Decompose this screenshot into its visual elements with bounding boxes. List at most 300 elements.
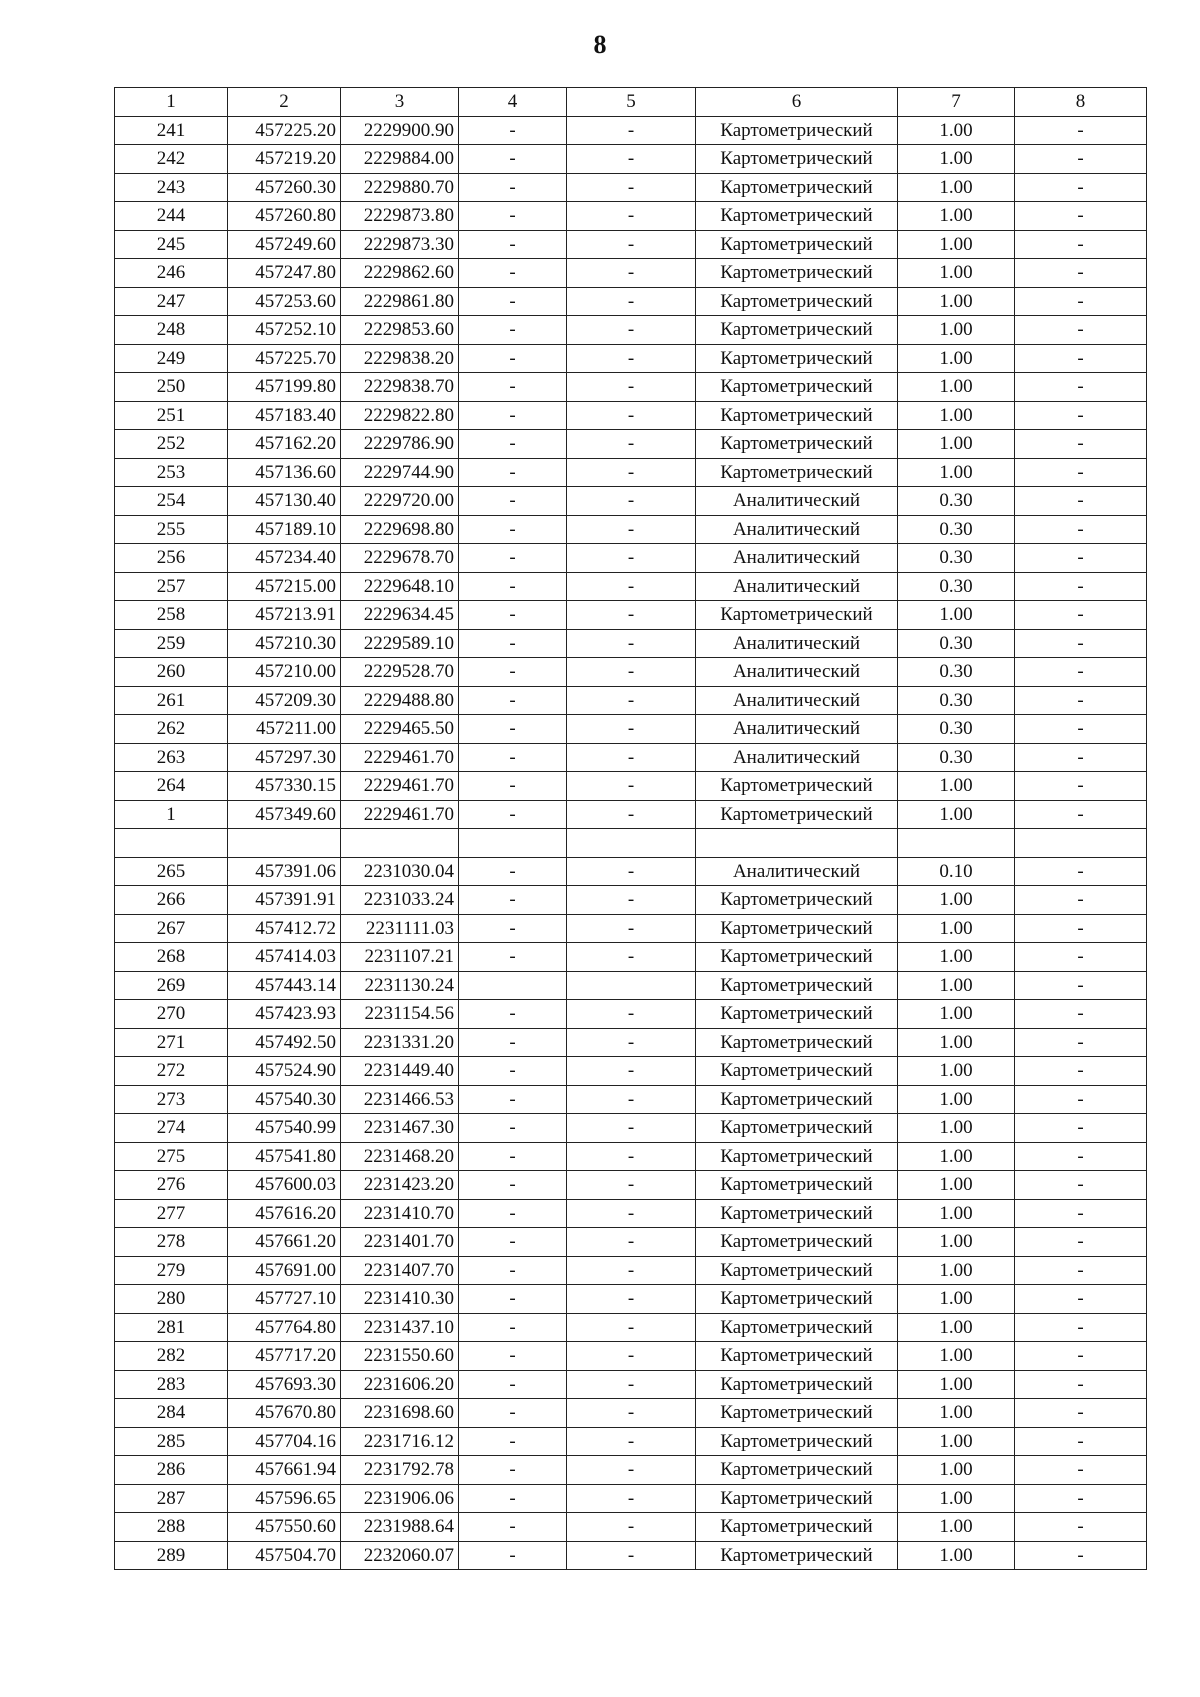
method-cell: Картометрический: [696, 1427, 898, 1456]
col4-cell: -: [459, 886, 567, 915]
method-cell: Аналитический: [696, 686, 898, 715]
table-row: [115, 800, 1147, 829]
column-header: 3: [341, 88, 459, 117]
point-number-cell: 268: [115, 943, 228, 972]
y-coordinate-cell: 2231467.30: [341, 1114, 459, 1143]
method-cell: Картометрический: [696, 1199, 898, 1228]
table-row: [115, 1028, 1147, 1057]
y-coordinate-cell: 2231107.21: [341, 943, 459, 972]
method-cell: Картометрический: [696, 145, 898, 174]
col4-cell: -: [459, 202, 567, 231]
x-coordinate-cell: 457209.30: [228, 686, 341, 715]
method-cell: Картометрический: [696, 1114, 898, 1143]
y-coordinate-cell: 2231988.64: [341, 1513, 459, 1542]
table-row: [115, 544, 1147, 573]
col8-cell: -: [1015, 1199, 1147, 1228]
x-coordinate-cell: 457349.60: [228, 800, 341, 829]
x-coordinate-cell: 457540.30: [228, 1085, 341, 1114]
table-row: [115, 1513, 1147, 1542]
method-cell: Аналитический: [696, 857, 898, 886]
x-coordinate-cell: 457330.15: [228, 772, 341, 801]
table-row: [115, 1484, 1147, 1513]
col5-cell: -: [567, 287, 696, 316]
col4-cell: -: [459, 1256, 567, 1285]
table-row: [115, 1342, 1147, 1371]
point-number-cell: 250: [115, 373, 228, 402]
col5-cell: -: [567, 544, 696, 573]
point-number-cell: 286: [115, 1456, 228, 1485]
accuracy-cell: 0.30: [898, 515, 1015, 544]
table-row: [115, 829, 1147, 858]
accuracy-cell: 1.00: [898, 1142, 1015, 1171]
col8-cell: -: [1015, 715, 1147, 744]
table-row: [115, 914, 1147, 943]
y-coordinate-cell: 2229838.70: [341, 373, 459, 402]
point-number-cell: 248: [115, 316, 228, 345]
page-number: 8: [593, 30, 607, 59]
col5-cell: -: [567, 1342, 696, 1371]
col8-cell: -: [1015, 1228, 1147, 1257]
col4-cell: -: [459, 629, 567, 658]
point-number-cell: 277: [115, 1199, 228, 1228]
x-coordinate-cell: 457600.03: [228, 1171, 341, 1200]
y-coordinate-cell: 2231550.60: [341, 1342, 459, 1371]
point-number-cell: 270: [115, 1000, 228, 1029]
accuracy-cell: 1.00: [898, 230, 1015, 259]
col5-cell: -: [567, 373, 696, 402]
col5-cell: -: [567, 1114, 696, 1143]
y-coordinate-cell: 2229528.70: [341, 658, 459, 687]
col5-cell: -: [567, 1256, 696, 1285]
col4-cell: -: [459, 772, 567, 801]
accuracy-cell: 1.00: [898, 1484, 1015, 1513]
y-coordinate-cell: 2231906.06: [341, 1484, 459, 1513]
col5-cell: -: [567, 116, 696, 145]
y-coordinate-cell: 2231030.04: [341, 857, 459, 886]
col5-cell: -: [567, 487, 696, 516]
table-row: [115, 430, 1147, 459]
point-number-cell: 263: [115, 743, 228, 772]
x-coordinate-cell: 457391.06: [228, 857, 341, 886]
point-number-cell: 266: [115, 886, 228, 915]
col8-cell: -: [1015, 1285, 1147, 1314]
x-coordinate-cell: 457225.20: [228, 116, 341, 145]
col8-cell: -: [1015, 316, 1147, 345]
col4-cell: -: [459, 1541, 567, 1570]
point-number-cell: 1: [115, 800, 228, 829]
method-cell: Картометрический: [696, 1028, 898, 1057]
accuracy-cell: 0.30: [898, 629, 1015, 658]
method-cell: Аналитический: [696, 544, 898, 573]
x-coordinate-cell: 457215.00: [228, 572, 341, 601]
col8-cell: -: [1015, 287, 1147, 316]
method-cell: Картометрический: [696, 1399, 898, 1428]
col4-cell: -: [459, 515, 567, 544]
col8-cell: -: [1015, 743, 1147, 772]
y-coordinate-cell: 2229861.80: [341, 287, 459, 316]
point-number-cell: 247: [115, 287, 228, 316]
x-coordinate-cell: 457391.91: [228, 886, 341, 915]
col4-cell: -: [459, 601, 567, 630]
col8-cell: -: [1015, 686, 1147, 715]
method-cell: Картометрический: [696, 116, 898, 145]
y-coordinate-cell: 2231437.10: [341, 1313, 459, 1342]
method-cell: Картометрический: [696, 601, 898, 630]
accuracy-cell: 0.30: [898, 715, 1015, 744]
col4-cell: -: [459, 857, 567, 886]
col5-cell: -: [567, 1085, 696, 1114]
table-row: [115, 1057, 1147, 1086]
accuracy-cell: 1.00: [898, 601, 1015, 630]
x-coordinate-cell: 457234.40: [228, 544, 341, 573]
y-coordinate-cell: 2229900.90: [341, 116, 459, 145]
table-row: [115, 1285, 1147, 1314]
y-coordinate-cell: 2229461.70: [341, 800, 459, 829]
coordinates-table: [114, 87, 1147, 1570]
col4-cell: -: [459, 401, 567, 430]
col5-cell: -: [567, 1427, 696, 1456]
method-cell: Картометрический: [696, 287, 898, 316]
y-coordinate-cell: 2232060.07: [341, 1541, 459, 1570]
col8-cell: -: [1015, 1085, 1147, 1114]
method-cell: Картометрический: [696, 259, 898, 288]
column-header: 5: [567, 88, 696, 117]
col5-cell: -: [567, 914, 696, 943]
accuracy-cell: 0.30: [898, 658, 1015, 687]
col5-cell: -: [567, 715, 696, 744]
col4-cell: -: [459, 943, 567, 972]
x-coordinate-cell: 457717.20: [228, 1342, 341, 1371]
method-cell: Картометрический: [696, 173, 898, 202]
point-number-cell: 285: [115, 1427, 228, 1456]
method-cell: Аналитический: [696, 743, 898, 772]
col4-cell: -: [459, 430, 567, 459]
table-row: [115, 1313, 1147, 1342]
point-number-cell: 262: [115, 715, 228, 744]
col4-cell: -: [459, 1057, 567, 1086]
table-row: [115, 943, 1147, 972]
accuracy-cell: 1.00: [898, 1370, 1015, 1399]
col5-cell: -: [567, 629, 696, 658]
accuracy-cell: 0.30: [898, 686, 1015, 715]
table-row: [115, 857, 1147, 886]
accuracy-cell: 1.00: [898, 1057, 1015, 1086]
column-header: 8: [1015, 88, 1147, 117]
col4-cell: -: [459, 715, 567, 744]
y-coordinate-cell: 2229698.80: [341, 515, 459, 544]
y-coordinate-cell: 2231468.20: [341, 1142, 459, 1171]
col4-cell: -: [459, 1142, 567, 1171]
col8-cell: -: [1015, 658, 1147, 687]
col5-cell: -: [567, 458, 696, 487]
y-coordinate-cell: 2231401.70: [341, 1228, 459, 1257]
x-coordinate-cell: 457540.99: [228, 1114, 341, 1143]
x-coordinate-cell: 457691.00: [228, 1256, 341, 1285]
col8-cell: -: [1015, 1142, 1147, 1171]
y-coordinate-cell: 2231606.20: [341, 1370, 459, 1399]
x-coordinate-cell: 457249.60: [228, 230, 341, 259]
table-row: [115, 1199, 1147, 1228]
point-number-cell: 278: [115, 1228, 228, 1257]
col8-cell: -: [1015, 1313, 1147, 1342]
method-cell: Картометрический: [696, 772, 898, 801]
point-number-cell: 255: [115, 515, 228, 544]
x-coordinate-cell: 457213.91: [228, 601, 341, 630]
y-coordinate-cell: 2231716.12: [341, 1427, 459, 1456]
y-coordinate-cell: 2231792.78: [341, 1456, 459, 1485]
x-coordinate-cell: 457210.30: [228, 629, 341, 658]
point-number-cell: 271: [115, 1028, 228, 1057]
col8-cell: -: [1015, 800, 1147, 829]
point-number-cell: 258: [115, 601, 228, 630]
x-coordinate-cell: 457661.20: [228, 1228, 341, 1257]
table-row: [115, 686, 1147, 715]
table-row: [115, 373, 1147, 402]
table-row: [115, 572, 1147, 601]
accuracy-cell: 1.00: [898, 772, 1015, 801]
column-header: 4: [459, 88, 567, 117]
col5-cell: -: [567, 344, 696, 373]
col5-cell: -: [567, 401, 696, 430]
y-coordinate-cell: 2229720.00: [341, 487, 459, 516]
table-header-row: [115, 88, 1147, 117]
accuracy-cell: 1.00: [898, 116, 1015, 145]
x-coordinate-cell: 457183.40: [228, 401, 341, 430]
y-coordinate-cell: 2231449.40: [341, 1057, 459, 1086]
x-coordinate-cell: 457225.70: [228, 344, 341, 373]
col8-cell: -: [1015, 344, 1147, 373]
accuracy-cell: 0.30: [898, 572, 1015, 601]
col8-cell: -: [1015, 1171, 1147, 1200]
table-row: [115, 886, 1147, 915]
x-coordinate-cell: 457260.80: [228, 202, 341, 231]
point-number-cell: 279: [115, 1256, 228, 1285]
table-row: [115, 1000, 1147, 1029]
x-coordinate-cell: 457670.80: [228, 1399, 341, 1428]
accuracy-cell: 1.00: [898, 971, 1015, 1000]
method-cell: Картометрический: [696, 1256, 898, 1285]
accuracy-cell: 1.00: [898, 430, 1015, 459]
accuracy-cell: 1.00: [898, 1228, 1015, 1257]
col5-cell: [567, 829, 696, 858]
y-coordinate-cell: 2231423.20: [341, 1171, 459, 1200]
accuracy-cell: 1.00: [898, 458, 1015, 487]
x-coordinate-cell: 457199.80: [228, 373, 341, 402]
col4-cell: -: [459, 658, 567, 687]
point-number-cell: 259: [115, 629, 228, 658]
col5-cell: -: [567, 686, 696, 715]
column-header: 1: [115, 88, 228, 117]
point-number-cell: 288: [115, 1513, 228, 1542]
col8-cell: -: [1015, 458, 1147, 487]
method-cell: Картометрический: [696, 1313, 898, 1342]
col8-cell: -: [1015, 1513, 1147, 1542]
method-cell: [696, 829, 898, 858]
y-coordinate-cell: 2229589.10: [341, 629, 459, 658]
col8-cell: -: [1015, 373, 1147, 402]
x-coordinate-cell: 457414.03: [228, 943, 341, 972]
accuracy-cell: 1.00: [898, 202, 1015, 231]
table-row: [115, 515, 1147, 544]
column-header: 6: [696, 88, 898, 117]
table-row: [115, 715, 1147, 744]
accuracy-cell: 1.00: [898, 914, 1015, 943]
y-coordinate-cell: 2229786.90: [341, 430, 459, 459]
method-cell: Картометрический: [696, 1057, 898, 1086]
col4-cell: -: [459, 1484, 567, 1513]
col5-cell: -: [567, 1199, 696, 1228]
col8-cell: -: [1015, 1427, 1147, 1456]
method-cell: Картометрический: [696, 1085, 898, 1114]
point-number-cell: 243: [115, 173, 228, 202]
point-number-cell: 272: [115, 1057, 228, 1086]
col4-cell: -: [459, 259, 567, 288]
y-coordinate-cell: 2229822.80: [341, 401, 459, 430]
col5-cell: -: [567, 1057, 696, 1086]
table-row: [115, 1456, 1147, 1485]
y-coordinate-cell: 2229634.45: [341, 601, 459, 630]
table-row: [115, 1427, 1147, 1456]
method-cell: Картометрический: [696, 1285, 898, 1314]
accuracy-cell: 1.00: [898, 173, 1015, 202]
col4-cell: -: [459, 287, 567, 316]
x-coordinate-cell: [228, 829, 341, 858]
col4-cell: -: [459, 1228, 567, 1257]
col5-cell: -: [567, 601, 696, 630]
col8-cell: -: [1015, 173, 1147, 202]
y-coordinate-cell: 2229880.70: [341, 173, 459, 202]
accuracy-cell: 0.10: [898, 857, 1015, 886]
accuracy-cell: 1.00: [898, 1256, 1015, 1285]
y-coordinate-cell: 2229873.80: [341, 202, 459, 231]
col4-cell: -: [459, 1028, 567, 1057]
method-cell: Аналитический: [696, 487, 898, 516]
method-cell: Картометрический: [696, 344, 898, 373]
point-number-cell: 282: [115, 1342, 228, 1371]
accuracy-cell: 0.30: [898, 487, 1015, 516]
x-coordinate-cell: 457219.20: [228, 145, 341, 174]
col4-cell: -: [459, 316, 567, 345]
method-cell: Картометрический: [696, 1142, 898, 1171]
accuracy-cell: 1.00: [898, 1342, 1015, 1371]
method-cell: Картометрический: [696, 401, 898, 430]
accuracy-cell: 1.00: [898, 1085, 1015, 1114]
column-header: 2: [228, 88, 341, 117]
point-number-cell: 251: [115, 401, 228, 430]
col8-cell: -: [1015, 145, 1147, 174]
col4-cell: -: [459, 116, 567, 145]
table-row: [115, 1085, 1147, 1114]
accuracy-cell: 1.00: [898, 1541, 1015, 1570]
point-number-cell: 280: [115, 1285, 228, 1314]
col4-cell: -: [459, 544, 567, 573]
accuracy-cell: 1.00: [898, 1456, 1015, 1485]
x-coordinate-cell: 457661.94: [228, 1456, 341, 1485]
col4-cell: -: [459, 1313, 567, 1342]
method-cell: Аналитический: [696, 515, 898, 544]
table-row: [115, 1541, 1147, 1570]
col5-cell: -: [567, 1000, 696, 1029]
y-coordinate-cell: 2231466.53: [341, 1085, 459, 1114]
col4-cell: -: [459, 572, 567, 601]
col5-cell: -: [567, 743, 696, 772]
x-coordinate-cell: 457550.60: [228, 1513, 341, 1542]
point-number-cell: 281: [115, 1313, 228, 1342]
point-number-cell: 276: [115, 1171, 228, 1200]
col4-cell: -: [459, 1342, 567, 1371]
col5-cell: -: [567, 572, 696, 601]
col8-cell: -: [1015, 1000, 1147, 1029]
col4-cell: -: [459, 344, 567, 373]
col4-cell: -: [459, 914, 567, 943]
point-number-cell: 269: [115, 971, 228, 1000]
table-row: [115, 1256, 1147, 1285]
x-coordinate-cell: 457252.10: [228, 316, 341, 345]
x-coordinate-cell: 457247.80: [228, 259, 341, 288]
point-number-cell: 257: [115, 572, 228, 601]
table-row: [115, 287, 1147, 316]
method-cell: Аналитический: [696, 658, 898, 687]
col5-cell: -: [567, 1285, 696, 1314]
col4-cell: -: [459, 1427, 567, 1456]
x-coordinate-cell: 457210.00: [228, 658, 341, 687]
point-number-cell: 275: [115, 1142, 228, 1171]
method-cell: Картометрический: [696, 1456, 898, 1485]
y-coordinate-cell: 2229873.30: [341, 230, 459, 259]
accuracy-cell: 1.00: [898, 1000, 1015, 1029]
y-coordinate-cell: [341, 829, 459, 858]
point-number-cell: 284: [115, 1399, 228, 1428]
method-cell: Картометрический: [696, 800, 898, 829]
col5-cell: -: [567, 772, 696, 801]
col8-cell: -: [1015, 1484, 1147, 1513]
col8-cell: -: [1015, 1541, 1147, 1570]
point-number-cell: 253: [115, 458, 228, 487]
y-coordinate-cell: 2229461.70: [341, 743, 459, 772]
x-coordinate-cell: 457253.60: [228, 287, 341, 316]
method-cell: Картометрический: [696, 971, 898, 1000]
table-row: [115, 202, 1147, 231]
point-number-cell: 249: [115, 344, 228, 373]
point-number-cell: 245: [115, 230, 228, 259]
table-row: [115, 316, 1147, 345]
method-cell: Картометрический: [696, 1000, 898, 1029]
col5-cell: -: [567, 430, 696, 459]
col5-cell: -: [567, 173, 696, 202]
x-coordinate-cell: 457412.72: [228, 914, 341, 943]
y-coordinate-cell: 2231410.70: [341, 1199, 459, 1228]
col4-cell: -: [459, 1000, 567, 1029]
col5-cell: -: [567, 1171, 696, 1200]
col5-cell: -: [567, 857, 696, 886]
method-cell: Картометрический: [696, 914, 898, 943]
col5-cell: -: [567, 943, 696, 972]
col8-cell: -: [1015, 886, 1147, 915]
point-number-cell: 264: [115, 772, 228, 801]
y-coordinate-cell: 2229862.60: [341, 259, 459, 288]
method-cell: Картометрический: [696, 458, 898, 487]
x-coordinate-cell: 457764.80: [228, 1313, 341, 1342]
col5-cell: -: [567, 145, 696, 174]
x-coordinate-cell: 457443.14: [228, 971, 341, 1000]
method-cell: Картометрический: [696, 1484, 898, 1513]
point-number-cell: 283: [115, 1370, 228, 1399]
y-coordinate-cell: 2229648.10: [341, 572, 459, 601]
col8-cell: -: [1015, 1399, 1147, 1428]
point-number-cell: 267: [115, 914, 228, 943]
method-cell: Картометрический: [696, 886, 898, 915]
accuracy-cell: 1.00: [898, 401, 1015, 430]
